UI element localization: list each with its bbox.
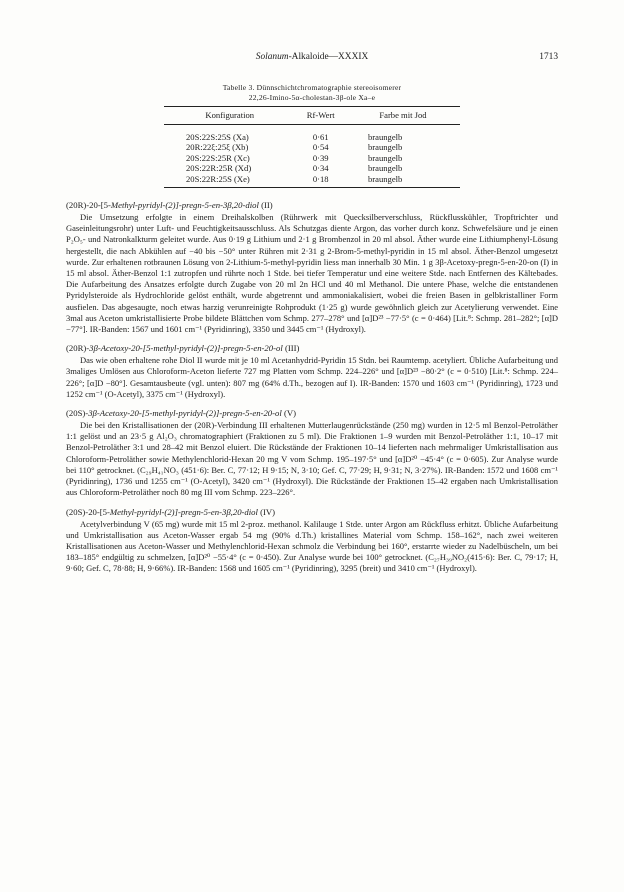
- tlc-table: [164, 106, 460, 188]
- cell-config: 20S:22R:25S (Xe): [164, 174, 296, 188]
- cell-color: braungelb: [367, 132, 403, 142]
- cell-color: braungelb: [367, 142, 403, 153]
- running-head: [66, 52, 558, 66]
- cell-config: 20S:22S:25R (Xc): [186, 152, 250, 163]
- table-caption-line-1: Tabelle 3. Dünnschichtchromatographie stereoisomerer: [222, 83, 402, 92]
- section-text-acetate-iii: Das wie oben erhaltene rohe Diol II wurde mit je 10 ml Acetanhydrid-Pyridin 15 Stdn. bei Raumtemp. acetyliert. Übliche Aufarbeitung und 3maliges Umlösen aus Chloroform-Aceton lieferte 727 mg Platten vom Schmp. 224–226° und [α]D²³ −80·2° (c = 0·510) [Lit.⁸: Schmp. 224–226°; [α]D −80°]. Gesamtausbeute (vgl. unten): 807 mg (64% d.Th., bezogen auf I). IR-Banden: 1570 und 1603 cm⁻¹ (Pyridinring), 1723 und 1252 cm⁻¹ (O-Acetyl), 3375 cm⁻¹ (Hydroxyl).: [66, 355, 558, 399]
- journal-page: [66, 52, 558, 575]
- header-configuration: Konfiguration: [164, 107, 296, 125]
- section-text-diol-iv: Acetylverbindung V (65 mg) wurde mit 15 ml 2-proz. methanol. Kalilauge 1 Stde. unter Argon am Rückfluss erhitzt. Übliche Aufarbeitung und Umkristallisation aus Aceton-Wasser ergab 54 mg (90% d.Th.) kristallines Material vom Schmp. 158–162°, nach zwei weiteren Kristallisationen aus Aceton-Wasser und Methylenchlorid-Hexan schmolz die Verbindung bei 160°, erstarrte wieder zu Nadelbüscheln, um bei 183–185° endgültig zu schmelzen, [α]D²⁰ −55·4° (c = 0·450). Zur Analyse wurde bei 100° getrocknet. (C₂₇H₃₉NO₂(415·6): Ber. C, 79·17; H, 9·60; Gef. C, 78·88; H, 9·66%). IR-Banden: 1568 und 1605 cm⁻¹ (Pyridinring), 3295 (breit) und 3410 cm⁻¹ (Hydroxyl).: [66, 518, 558, 574]
- header-rf-value: Rf-Wert: [296, 107, 346, 125]
- table-caption-line-2: 22,26-Imino-5α-cholestan-3β-ole Xa–e: [248, 93, 376, 102]
- cell-rf: 0·61: [312, 132, 329, 142]
- cell-color: braungelb: [367, 163, 403, 174]
- table-row: [164, 163, 460, 173]
- cell-rf: 0·18: [296, 174, 346, 188]
- section-heading-acetate-iii: (20R)-3β-Acetoxy-20-[5-methyl-pyridyl-(2)]-pregn-5-en-20-ol (III): [66, 343, 300, 354]
- cell-rf: 0·54: [312, 142, 329, 153]
- table-caption: [66, 83, 558, 103]
- table-header-row: [164, 107, 460, 125]
- table-row: [164, 153, 460, 163]
- cell-config: 20S:22S:25S (Xa): [186, 132, 249, 142]
- section-text-diol-ii: Die Umsetzung erfolgte in einem Dreihalskolben (Rührwerk mit Quecksilberverschluss, Rückflusskühler, Tropftrichter und Gaseinleitungsrohr) unter Luft- und Feuchtigkeitsausschluss. Als Schutzgas diente Argon, das vorher durch konz. Schwefelsäure und je einen P₂O₅- und Natronkalkturm geleitet wurde. Aus 0·19 g Lithium und 2·1 g Brombenzol in 20 ml absol. Äther wurde eine Lithiumphenyl-Lösung hergestellt, die nach Abkühlen auf −40 bis −50° unter Rühren mit 2·31 g 2-Brom-5-methyl-pyridin in 15 ml absol. Äther-Benzol umgesetzt wurde. Zur erhaltenen rotbraunen Lösung von 2-Lithium-5-methyl-pyridin liess man innerhalb 30 Min. 1 g 3β-Acetoxy-pregn-5-en-20-on (I) in 15 ml absol. Äther-Benzol 1:1 zutropfen und rührte noch 1 Stde. bei tiefer Temperatur und eine weitere Stde. nach Entfernen des Kältebades. Die Aufarbeitung des Ansatzes erfolgte durch Zugabe von 20 ml 2n HCl und 40 ml Methanol. Die untere Phase, welche die entstandenen Pyridylsteroide als Hydrochloride gelöst enthält, wurde abgetrennt und ammoniakalisiert, wobei die freien Basen in gelbkristalliner Form ausfielen. Das abgesaugte, noch etwas harzig verunreinigte Rohprodukt (1·25 g) wurde gewöhnlich gleich zur Acetylierung verwendet. Eine 3mal aus Aceton umkristallisierte Probe bildete Blättchen vom Schmp. 277–278° und [α]D²³ −77·5° (c = 0·464) [Lit.⁸: Schmp. 281–282°; [α]D −77°]. IR-Banden: 1567 und 1601 cm⁻¹ (Pyridinring), 3350 und 3445 cm⁻¹ (Hydroxyl).: [66, 212, 558, 335]
- table-row: [164, 142, 460, 152]
- section-heading-acetate-v: (20S)-3β-Acetoxy-20-[5-methyl-pyridyl-(2)]-pregn-5-en-20-ol (V): [66, 408, 297, 419]
- cell-rf: 0·39: [312, 152, 329, 163]
- header-color: Farbe mit Jod: [346, 107, 460, 125]
- cell-rf: 0·34: [312, 163, 329, 174]
- table-row: [164, 125, 460, 143]
- cell-color: braungelb: [346, 174, 460, 188]
- cell-color: braungelb: [367, 152, 403, 163]
- section-heading-diol-iv: (20S)-20-[5-Methyl-pyridyl-(2)]-pregn-5-en-3β,20-diol (IV): [66, 506, 276, 517]
- cell-config: 20S:22R:25R (Xd): [186, 163, 252, 174]
- table-row: [164, 174, 460, 188]
- running-head-title: Solanum-Alkaloide—XXXIX: [255, 52, 369, 62]
- section-heading-diol-ii: (20R)-20-[5-Methyl-pyridyl-(2)]-pregn-5-en-3β,20-diol (II): [66, 200, 273, 211]
- cell-config: 20R:22ξ:25ξ (Xb): [186, 142, 249, 153]
- page-number: 1713: [539, 52, 558, 62]
- section-text-acetate-v: Die bei den Kristallisationen der (20R)-Verbindung III erhaltenen Mutterlaugenrückstände (250 mg) wurden in 12·5 ml Benzol-Petroläther 1:1 gelöst und an 23·5 g Al₂O₃ chromatographiert (Fraktionen zu 5 ml). Die Fraktionen 1–9 wurden mit Benzol-Petroläther 1:1, 10–17 mit Benzol-Petroläther 3:1 und 28–42 mit Benzol eluiert. Die Rückstände der Fraktionen 10–14 lieferten nach mehrmaliger Umkristallisation aus Chloroform-Petroläther sowie Methylenchlorid-Hexan 20 mg V vom Schmp. 195–197·5° und [α]D²⁰ −45·4° (c = 0·605). Zur Analyse wurde bei 110° getrocknet. (C₂₉H₄₁NO₃ (451·6): Ber. C, 77·12; H 9·15; N, 3·10; Gef. C, 77·29; H, 9·31; N, 3·27%). IR-Banden: 1572 und 1608 cm⁻¹ (Pyridinring), 1736 und 1255 cm⁻¹ (O-Acetyl), 3420 cm⁻¹ (Hydroxyl). Die Rückstände der Fraktionen 15–42 ergaben nach Umkristallisation aus Chloroform-Petroläther noch 80 mg III vom Schmp. 223–226°.: [66, 420, 558, 498]
